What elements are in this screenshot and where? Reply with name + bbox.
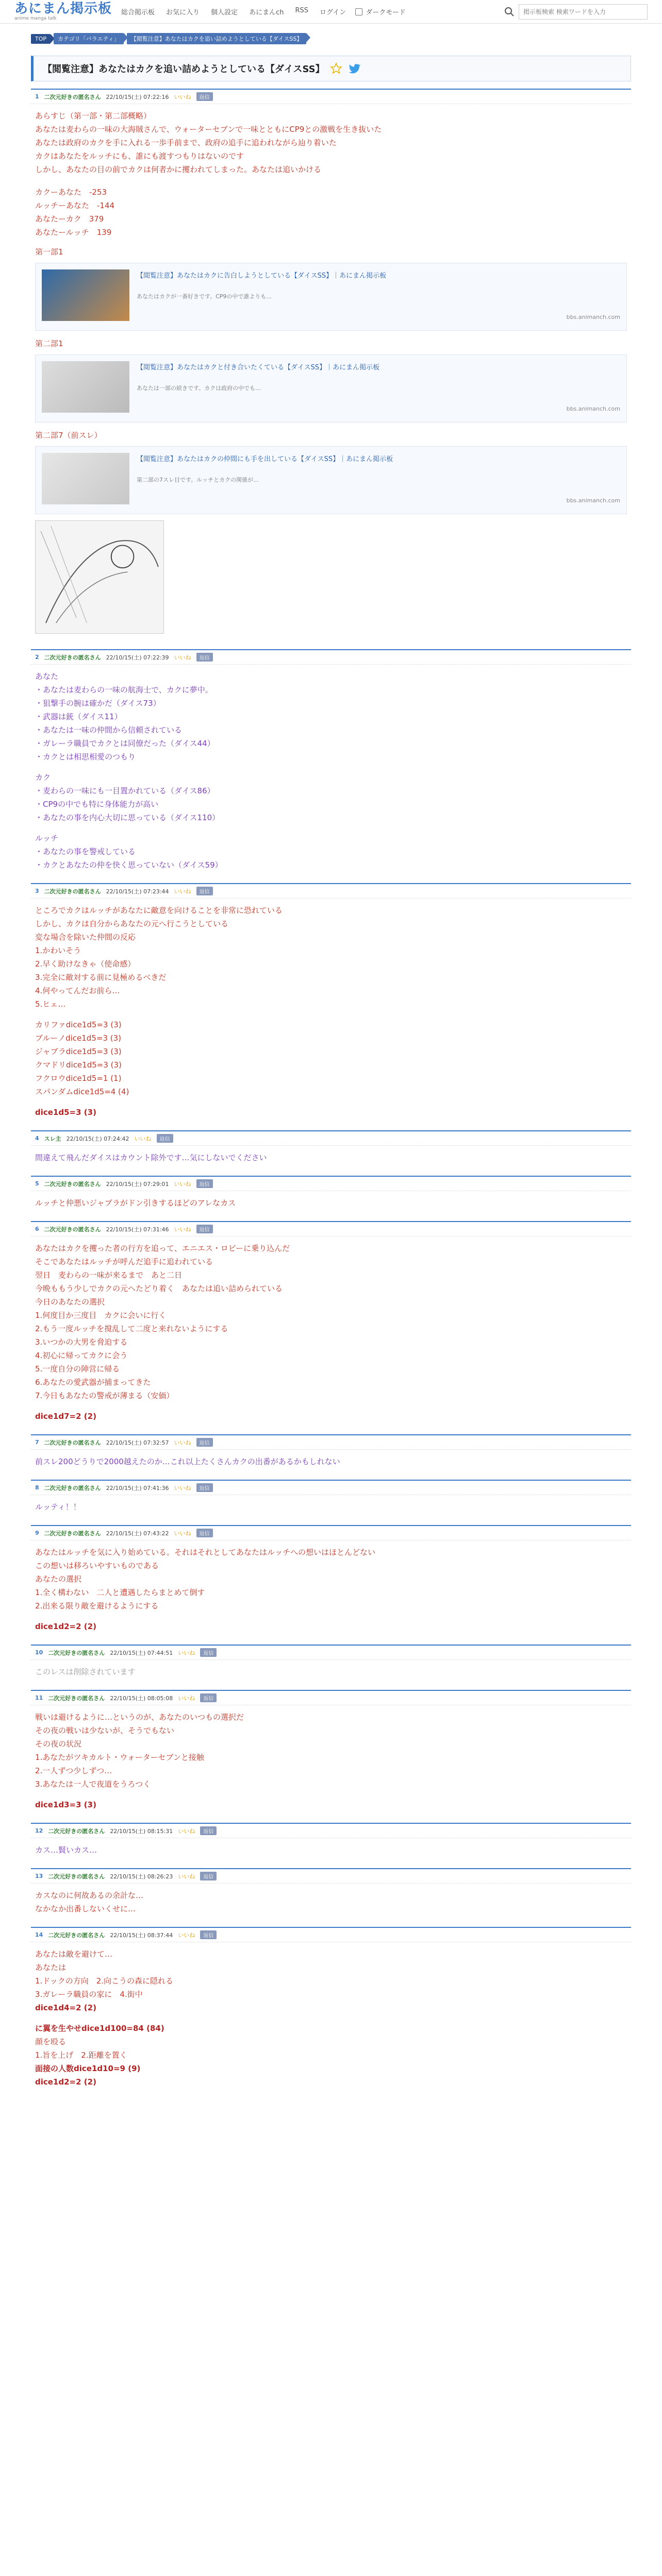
link-url: bbs.animanch.com bbox=[566, 497, 620, 504]
link-info bbox=[137, 269, 620, 324]
reply-button[interactable]: 返信 bbox=[200, 1826, 217, 1835]
post-author: 二次元好きの匿名さん bbox=[44, 1484, 101, 1492]
site-header bbox=[0, 0, 662, 24]
post-line: 3.あなたは一人で夜道をうろつく bbox=[35, 1780, 151, 1789]
nav-item-login[interactable]: ログイン bbox=[320, 9, 346, 16]
reply-button[interactable]: 返信 bbox=[200, 1693, 217, 1702]
post-body bbox=[31, 1495, 631, 1518]
post bbox=[31, 649, 631, 876]
reply-button[interactable]: 返信 bbox=[157, 1134, 173, 1143]
post-line: カクはあなたをルッチにも、誰にも渡すつもりはないのです bbox=[35, 151, 244, 161]
link-info bbox=[137, 453, 620, 507]
post-author: スレ主 bbox=[44, 1135, 61, 1142]
breadcrumb-category[interactable]: カテゴリ「バラエティ」 bbox=[54, 33, 124, 44]
nav-item-board[interactable]: 総合掲示板 bbox=[121, 9, 155, 16]
post-line: この想いは移ろいやすいものである bbox=[35, 1561, 159, 1570]
post-line: ルッティ！！ bbox=[35, 1502, 81, 1512]
stat-line: カクーあなた -253 bbox=[35, 188, 107, 197]
post-line: ・ガレーラ職員でカクとは同僚だった（ダイス44） bbox=[35, 739, 215, 748]
post bbox=[31, 1434, 631, 1472]
post-author: 二次元好きの匿名さん bbox=[44, 1530, 101, 1537]
post-date: 22/10/15(土) 07:23:44 bbox=[106, 888, 169, 895]
post-line: あなたの選択 bbox=[35, 1574, 82, 1584]
dark-mode-checkbox[interactable] bbox=[355, 8, 362, 15]
post-body bbox=[31, 1838, 631, 1861]
post-body bbox=[31, 899, 631, 1123]
stat-line: あなたールッチ 139 bbox=[35, 228, 112, 237]
post-line: 戦いは避けるように…というのが、あなたのいつもの選択だ bbox=[35, 1713, 244, 1722]
post-line: あなたは bbox=[35, 1963, 67, 1972]
post-body bbox=[31, 1236, 631, 1427]
like-button[interactable]: いいね bbox=[178, 1649, 195, 1656]
post-line: その夜の戦いは少ないが、そうでもない bbox=[35, 1726, 175, 1735]
like-button[interactable]: いいね bbox=[174, 1439, 191, 1446]
like-button[interactable]: いいね bbox=[174, 1180, 191, 1188]
nav-item-animanch[interactable]: あにまんch bbox=[249, 9, 284, 16]
post-line: ・あなたの事を内心大切に思っている（ダイス110） bbox=[35, 813, 220, 822]
post-number[interactable]: 13 bbox=[35, 1873, 43, 1879]
like-button[interactable]: いいね bbox=[174, 1530, 191, 1537]
manga-illustration[interactable] bbox=[35, 520, 164, 634]
post-line: あなたは敵を避けて… bbox=[35, 1950, 113, 1959]
nav-item-favorites[interactable]: お気に入り bbox=[166, 9, 200, 16]
dice-result: dice1d2=2 (2) bbox=[35, 2077, 96, 2087]
favorite-star-icon[interactable] bbox=[330, 62, 342, 75]
post-date: 22/10/15(土) 08:26:23 bbox=[110, 1873, 173, 1880]
post-line: 1.旨を上げ 2.距離を置く bbox=[35, 2050, 127, 2060]
posts-container bbox=[0, 89, 662, 2093]
post-line: ・カクとあなたの仲を快く思っていない（ダイス59） bbox=[35, 860, 223, 870]
post-header bbox=[31, 1481, 631, 1495]
post-body bbox=[31, 1450, 631, 1472]
thread-title-box bbox=[31, 56, 631, 81]
dice-line: に翼を生やせdice1d100=84 (84) bbox=[35, 2024, 164, 2033]
post-line: 7.今日もあなたの警戒が薄まる（安価） bbox=[35, 1391, 174, 1400]
reply-button[interactable]: 返信 bbox=[196, 1529, 213, 1537]
dice-line: クマドリdice1d5=3 (3) bbox=[35, 1060, 122, 1070]
post-number[interactable]: 14 bbox=[35, 1931, 43, 1938]
post-author: 二次元好きの匿名さん bbox=[48, 1827, 105, 1835]
post-line: しかし、あなたの目の前でカクは何者かに攫われてしまった。あなたは追いかける bbox=[35, 165, 322, 174]
like-button[interactable]: いいね bbox=[174, 1484, 191, 1492]
breadcrumb-top[interactable]: TOP bbox=[31, 34, 51, 44]
post-line: このレスは削除されています bbox=[35, 1667, 136, 1676]
dice-line: フクロウdice1d5=1 (1) bbox=[35, 1074, 122, 1083]
post-header bbox=[31, 1646, 631, 1660]
post-line: 翌日 麦わらの一味が来るまで あと二日 bbox=[35, 1270, 183, 1280]
dice-line: カリファdice1d5=3 (3) bbox=[35, 1020, 122, 1029]
post-line: ・あなたは一味の仲間から信頼されている bbox=[35, 725, 183, 735]
post-date: 22/10/15(土) 07:31:46 bbox=[106, 1226, 169, 1233]
post-author: 二次元好きの匿名さん bbox=[48, 1694, 105, 1702]
post-line: ・麦わらの一味にも一目置かれている（ダイス86） bbox=[35, 786, 215, 795]
post-number[interactable]: 11 bbox=[35, 1694, 43, 1701]
link-card[interactable] bbox=[35, 354, 627, 422]
post-body bbox=[31, 1540, 631, 1637]
link-label: 第二部1 bbox=[35, 339, 63, 348]
like-button[interactable]: いいね bbox=[178, 1931, 195, 1939]
reply-button[interactable]: 返信 bbox=[196, 1483, 213, 1492]
post-line: 1.あなたがツキカルト・ウォーターセブンと接触 bbox=[35, 1753, 204, 1762]
like-button[interactable]: いいね bbox=[174, 888, 191, 895]
post-author: 二次元好きの匿名さん bbox=[44, 654, 101, 661]
link-title[interactable]: 【閲覧注意】あなたはカクの仲間にも手を出している【ダイスSS】｜あにまん掲示板 bbox=[137, 455, 393, 463]
post bbox=[31, 1690, 631, 1816]
post-line: カス…賢いカス… bbox=[35, 1845, 97, 1855]
post-line: ルッチと仲悪いジャブラがドン引きするほどのアレなカス bbox=[35, 1198, 236, 1208]
link-card[interactable] bbox=[35, 446, 627, 514]
post-number[interactable]: 12 bbox=[35, 1827, 43, 1834]
reply-button[interactable]: 返信 bbox=[200, 1930, 217, 1939]
post-line: 4.初心に帰ってカクに会う bbox=[35, 1351, 128, 1360]
dark-mode-toggle[interactable] bbox=[355, 7, 405, 16]
link-title[interactable]: 【閲覧注意】あなたはカクと付き合いたくている【ダイスSS】｜あにまん掲示板 bbox=[137, 364, 380, 371]
nav-item-rss[interactable]: RSS bbox=[295, 7, 308, 14]
post-number[interactable]: 4 bbox=[35, 1135, 39, 1142]
dice-result: dice1d2=2 (2) bbox=[35, 1622, 96, 1631]
post-line: 5.一度自分の陣営に帰る bbox=[35, 1364, 120, 1374]
post-date: 22/10/15(土) 08:15:31 bbox=[110, 1827, 173, 1835]
post bbox=[31, 1525, 631, 1637]
post-number[interactable]: 8 bbox=[35, 1484, 39, 1491]
post-header bbox=[31, 1435, 631, 1450]
link-thumbnail bbox=[42, 269, 129, 321]
link-desc: あなたはカクが一番好きです。CP9の中で誰よりも... bbox=[137, 293, 272, 300]
post-line: あらすじ（第一部・第二部概略） bbox=[35, 111, 152, 121]
stat-line: ルッチーあなた -144 bbox=[35, 201, 115, 210]
like-button[interactable]: いいね bbox=[174, 93, 191, 100]
post-line: ところでカクはルッチがあなたに敵意を向けることを非常に恐れている bbox=[35, 906, 283, 915]
post-line: ・あなたの事を警戒している bbox=[35, 847, 136, 856]
post-date: 22/10/15(土) 07:43:22 bbox=[106, 1530, 169, 1537]
like-button[interactable]: いいね bbox=[178, 1694, 195, 1702]
post bbox=[31, 89, 631, 642]
twitter-share-icon[interactable] bbox=[347, 62, 361, 75]
post-line: 顔を殴る bbox=[35, 2037, 67, 2046]
post-line: 今晩ももう少しでカクの元へたどり着く あなたは追い詰められている bbox=[35, 1284, 283, 1293]
post bbox=[31, 1823, 631, 1861]
post-number[interactable]: 10 bbox=[35, 1649, 43, 1656]
like-button[interactable]: いいね bbox=[174, 654, 191, 661]
post-line: 3.いつかの大男を脅迫する bbox=[35, 1337, 128, 1347]
post-number[interactable]: 2 bbox=[35, 654, 39, 660]
post-line: あなた bbox=[35, 672, 59, 681]
post-date: 22/10/15(土) 08:05:08 bbox=[110, 1694, 173, 1702]
post-body bbox=[31, 665, 631, 876]
post-line: あなたはカクを攫った者の行方を追って、エニエス・ロビーに乗り込んだ bbox=[35, 1244, 290, 1253]
site-logo[interactable] bbox=[14, 2, 112, 21]
post-date: 22/10/15(土) 08:37:44 bbox=[110, 1931, 173, 1939]
post-date: 22/10/15(土) 07:22:39 bbox=[106, 654, 169, 661]
post-line: 2.早く助けなきゃ（使命感） bbox=[35, 959, 136, 969]
link-desc: 第二部の7スレ目です。ルッチとカクの関係が... bbox=[137, 477, 259, 483]
post-header bbox=[31, 1526, 631, 1540]
post-number[interactable]: 7 bbox=[35, 1439, 39, 1446]
post-line: 変な場合を除いた仲間の反応 bbox=[35, 933, 136, 942]
post-date: 22/10/15(土) 07:41:36 bbox=[106, 1484, 169, 1492]
post-line: 5.ヒェ… bbox=[35, 999, 66, 1009]
dice-result: dice1d3=3 (3) bbox=[35, 1800, 96, 1809]
dice-line: ジャブラdice1d5=3 (3) bbox=[35, 1047, 122, 1056]
post-line: 2.出来る限り敵を避けるようにする bbox=[35, 1601, 159, 1611]
post-line: 1.何度目か三度目 カクに会いに行く bbox=[35, 1311, 167, 1320]
post-line: ・狙撃手の腕は確かだ（ダイス73） bbox=[35, 699, 161, 708]
reply-button[interactable]: 返信 bbox=[200, 1872, 217, 1880]
post-line: 3.ガレーラ職員の家に 4.街中 bbox=[35, 1990, 143, 1999]
like-button[interactable]: いいね bbox=[174, 1226, 191, 1233]
post-line: 2.一人ずつ少しずつ… bbox=[35, 1766, 112, 1775]
post-line: なかなか出番しないくせに… bbox=[35, 1904, 136, 1913]
post-line: あなたは政府のカクを手に入れる一歩手前まで、政府の追手に追われながら辿り着いた bbox=[35, 138, 337, 147]
post-line: あなたは麦わらの一味の大海賊さんで、ウォーターセブンで一味とともにCP9との激戦を生き抜いた bbox=[35, 125, 382, 134]
post-line: 今日のあなたの選択 bbox=[35, 1297, 105, 1307]
post-header bbox=[31, 1824, 631, 1838]
post bbox=[31, 1176, 631, 1214]
post bbox=[31, 1221, 631, 1427]
reply-button[interactable]: 返信 bbox=[196, 1438, 213, 1447]
post-author: 二次元好きの匿名さん bbox=[48, 1873, 105, 1880]
link-label: 第一部1 bbox=[35, 247, 63, 257]
post bbox=[31, 1130, 631, 1168]
post-line: あなたはルッチを気に入り始めている。それはそれとしてあなたはルッチへの想いはほとんどない bbox=[35, 1548, 376, 1557]
post-number[interactable]: 3 bbox=[35, 888, 39, 894]
post-body bbox=[31, 1705, 631, 1816]
post-date: 22/10/15(土) 07:29:01 bbox=[106, 1180, 169, 1188]
post-header bbox=[31, 90, 631, 104]
dice-line: 面接の人数dice1d10=9 (9) bbox=[35, 2064, 141, 2073]
dice-result: dice1d4=2 (2) bbox=[35, 2003, 96, 2012]
search-area bbox=[503, 4, 648, 20]
link-card[interactable] bbox=[35, 263, 627, 331]
post-line: カスなのに何故あるの余計な… bbox=[35, 1891, 144, 1900]
main-nav bbox=[121, 7, 346, 16]
reply-button[interactable]: 返信 bbox=[196, 887, 213, 895]
thread-title: 【閲覧注意】あなたはカクを追い詰めようとしている【ダイスSS】 bbox=[43, 64, 325, 75]
post-body bbox=[31, 1191, 631, 1214]
post-body bbox=[31, 1660, 631, 1683]
post-header bbox=[31, 1131, 631, 1146]
reply-button[interactable]: 返信 bbox=[196, 653, 213, 662]
link-url: bbs.animanch.com bbox=[566, 405, 620, 412]
logo-main: あにまん掲示板 bbox=[14, 1, 112, 16]
post-author: 二次元好きの匿名さん bbox=[48, 1931, 105, 1939]
reply-button[interactable]: 返信 bbox=[196, 92, 213, 101]
link-title[interactable]: 【閲覧注意】あなたはカクに告白しようとしている【ダイスSS】｜あにまん掲示板 bbox=[137, 272, 387, 280]
breadcrumb-thread[interactable]: 【閲覧注意】あなたはカクを追い詰めようとしている【ダイスSS】 bbox=[127, 33, 307, 44]
post-body bbox=[31, 1942, 631, 2093]
link-desc: あなたは一部の続きです。カクは政府の中でも... bbox=[137, 385, 261, 392]
dice-line: ブルーノdice1d5=3 (3) bbox=[35, 1033, 122, 1043]
post bbox=[31, 1927, 631, 2093]
post-line: しかし、カクは自分からあなたの元へ行こうとしている bbox=[35, 919, 229, 928]
post-line: ・CP9の中でも特に身体能力が高い bbox=[35, 800, 159, 809]
post-line: 間違えて飛んだダイスはカウント除外です…気にしないでください bbox=[35, 1153, 267, 1162]
dice-result: dice1d5=3 (3) bbox=[35, 1108, 96, 1117]
post-number[interactable]: 5 bbox=[35, 1180, 39, 1187]
stat-line: あなたーカク 379 bbox=[35, 214, 104, 224]
post-date: 22/10/15(土) 07:22:16 bbox=[106, 93, 169, 100]
post-header bbox=[31, 1222, 631, 1236]
post-line: その夜の状況 bbox=[35, 1739, 82, 1749]
breadcrumb bbox=[0, 31, 662, 46]
post-line: 1.全く構わない 二人と遭遇したらまとめて倒す bbox=[35, 1588, 205, 1597]
post bbox=[31, 1645, 631, 1683]
post-line: カク bbox=[35, 773, 51, 782]
post-header bbox=[31, 884, 631, 899]
post-line: そこであなたはルッチが呼んだ追手に追われている bbox=[35, 1257, 213, 1266]
post-author: 二次元好きの匿名さん bbox=[44, 1439, 101, 1446]
post-author: 二次元好きの匿名さん bbox=[44, 888, 101, 895]
post-number[interactable]: 6 bbox=[35, 1226, 39, 1232]
post-line: 前スレ200どうりで2000越えたのか…これ以上たくさんカクの出番があるかもしれない bbox=[35, 1457, 340, 1466]
logo-sub: anime manga talk bbox=[14, 16, 57, 21]
link-url: bbs.animanch.com bbox=[566, 314, 620, 320]
dark-mode-label: ダークモード bbox=[366, 9, 406, 16]
search-input[interactable] bbox=[519, 4, 648, 20]
dice-result: dice1d7=2 (2) bbox=[35, 1412, 96, 1421]
search-icon[interactable] bbox=[503, 6, 516, 18]
post-header bbox=[31, 1928, 631, 1942]
nav-item-settings[interactable]: 個人設定 bbox=[211, 9, 238, 16]
post-author: 二次元好きの匿名さん bbox=[44, 93, 101, 100]
post-body bbox=[31, 1146, 631, 1168]
post-author: 二次元好きの匿名さん bbox=[44, 1180, 101, 1188]
post bbox=[31, 883, 631, 1123]
link-thumbnail bbox=[42, 453, 129, 504]
post-line: ・武器は銃（ダイス11） bbox=[35, 712, 122, 721]
post-line: ルッチ bbox=[35, 834, 59, 843]
post-date: 22/10/15(土) 07:24:42 bbox=[66, 1135, 129, 1142]
reply-button[interactable]: 返信 bbox=[196, 1225, 213, 1233]
post-number[interactable]: 9 bbox=[35, 1530, 39, 1536]
post-header bbox=[31, 1177, 631, 1191]
link-label: 第二部7（前スレ） bbox=[35, 431, 102, 440]
post-line: 3.完全に敵対する前に見極めるべきだ bbox=[35, 973, 167, 982]
post bbox=[31, 1868, 631, 1920]
post-date: 22/10/15(土) 07:32:57 bbox=[106, 1439, 169, 1446]
post-line: 1.かわいそう bbox=[35, 946, 81, 955]
like-button[interactable]: いいね bbox=[134, 1135, 152, 1142]
post bbox=[31, 1480, 631, 1518]
post-header bbox=[31, 1869, 631, 1884]
link-info bbox=[137, 361, 620, 416]
dice-line: スパンダムdice1d5=4 (4) bbox=[35, 1087, 129, 1096]
link-thumbnail bbox=[42, 361, 129, 413]
post-line: 6.あなたの愛武器が捕まってきた bbox=[35, 1378, 151, 1387]
post-line: 1.ドックの方向 2.向こうの森に隠れる bbox=[35, 1976, 174, 1986]
reply-button[interactable]: 返信 bbox=[196, 1179, 213, 1188]
post-line: ・カクとは相思相愛のつもり bbox=[35, 752, 136, 761]
post-author: 二次元好きの匿名さん bbox=[48, 1649, 105, 1656]
reply-button[interactable]: 返信 bbox=[200, 1648, 217, 1657]
post-line: 4.何やってんだお前ら… bbox=[35, 986, 120, 995]
like-button[interactable]: いいね bbox=[178, 1827, 195, 1835]
post-header bbox=[31, 650, 631, 665]
post-line: ・あなたは麦わらの一味の航海士で、カクに夢中。 bbox=[35, 685, 213, 694]
post-body bbox=[31, 1884, 631, 1920]
post-body bbox=[31, 104, 631, 642]
like-button[interactable]: いいね bbox=[178, 1873, 195, 1880]
post-date: 22/10/15(土) 07:44:51 bbox=[110, 1649, 173, 1656]
post-line: 2.もう一度ルッチを撹乱して二度と来れないようにする bbox=[35, 1324, 228, 1333]
post-number[interactable]: 1 bbox=[35, 93, 39, 100]
post-author: 二次元好きの匿名さん bbox=[44, 1226, 101, 1233]
post-header bbox=[31, 1691, 631, 1705]
